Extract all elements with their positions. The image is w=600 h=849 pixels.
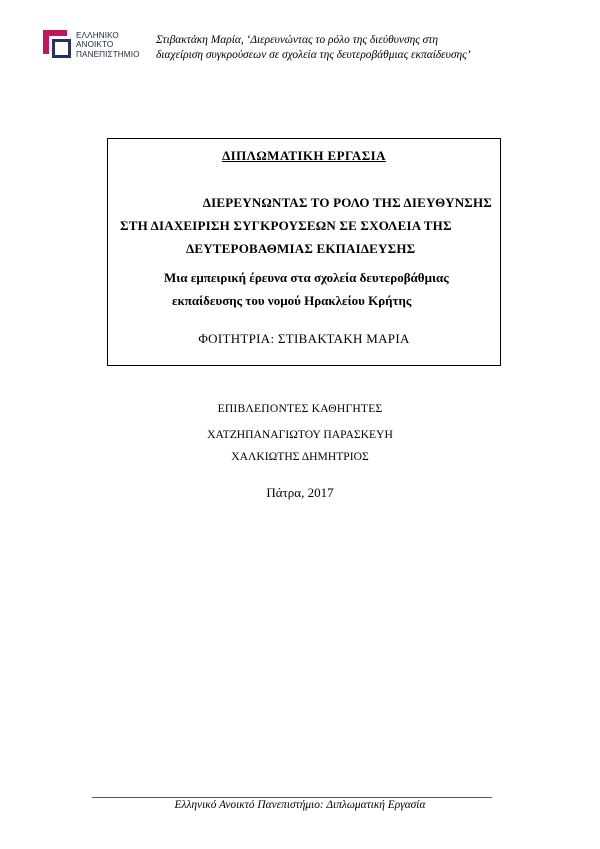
eap-logo-icon — [40, 27, 74, 61]
thesis-label-text: ΔΙΠΛΩΜΑΤΙΚΗ ΕΡΓΑΣΙΑ — [222, 148, 386, 163]
title-box — [107, 138, 501, 366]
thesis-label — [108, 148, 500, 164]
running-header-line-2: διαχείριση συγκρούσεων σε σχολεία της δευτεροβάθμιας εκπαίδευσης’ — [156, 49, 471, 61]
logo-line: ΠΑΝΕΠΙΣΤΗΜΙΟ — [76, 49, 140, 59]
supervisor-name: ΧΑΤΖΗΠΑΝΑΓΙΩΤΟΥ ΠΑΡΑΣΚΕΥΗ — [207, 428, 393, 441]
supervisors-heading: ΕΠΙΒΛΕΠΟΝΤΕΣ ΚΑΘΗΓΗΤΕΣ — [217, 402, 383, 415]
thesis-title-line: ΔΙΕΡΕΥΝΩΝΤΑΣ ΤΟ ΡΟΛΟ ΤΗΣ ΔΙΕΥΘΥΝΣΗΣ — [202, 195, 492, 210]
thesis-title — [120, 191, 492, 260]
thesis-subtitle-line: Μια εμπειρική έρευνα στα σχολεία δευτεροβάθμιας — [164, 270, 449, 285]
footer-divider — [92, 797, 492, 798]
thesis-title-line: ΔΕΥΤΕΡΟΒΑΘΜΙΑΣ ΕΚΠΑΙΔΕΥΣΗΣ — [186, 241, 416, 256]
university-logo — [40, 27, 140, 61]
logo-wordmark — [76, 31, 140, 59]
thesis-subtitle-line: εκπαίδευσης του νομού Ηρακλείου Κρήτης — [172, 293, 412, 308]
running-header-line-1: Στιβακτάκη Μαρία, ‘Διερευνώντας το ρόλο της διεύθυνσης στη — [156, 34, 439, 46]
thesis-subtitle — [108, 266, 500, 312]
running-header — [156, 33, 471, 63]
footer-text: Ελληνικό Ανοικτό Πανεπιστήμιο: Διπλωματική Εργασία — [174, 799, 426, 811]
supervisor-name: ΧΑΛΚΙΩΤΗΣ ΔΗΜΗΤΡΙΟΣ — [231, 450, 369, 463]
thesis-title-line: ΣΤΗ ΔΙΑΧΕΙΡΙΣΗ ΣΥΓΚΡΟΥΣΕΩΝ ΣΕ ΣΧΟΛΕΙΑ ΤΗΣ — [120, 218, 452, 233]
logo-line: ΕΛΛΗΝΙΚΟ — [76, 31, 119, 40]
place-and-date: Πάτρα, 2017 — [266, 485, 334, 500]
student-name: ΦΟΙΤΗΤΡΙΑ: ΣΤΙΒΑΚΤΑΚΗ ΜΑΡΙΑ — [198, 331, 410, 346]
logo-line: ΑΝΟΙΚΤΟ — [76, 40, 114, 50]
